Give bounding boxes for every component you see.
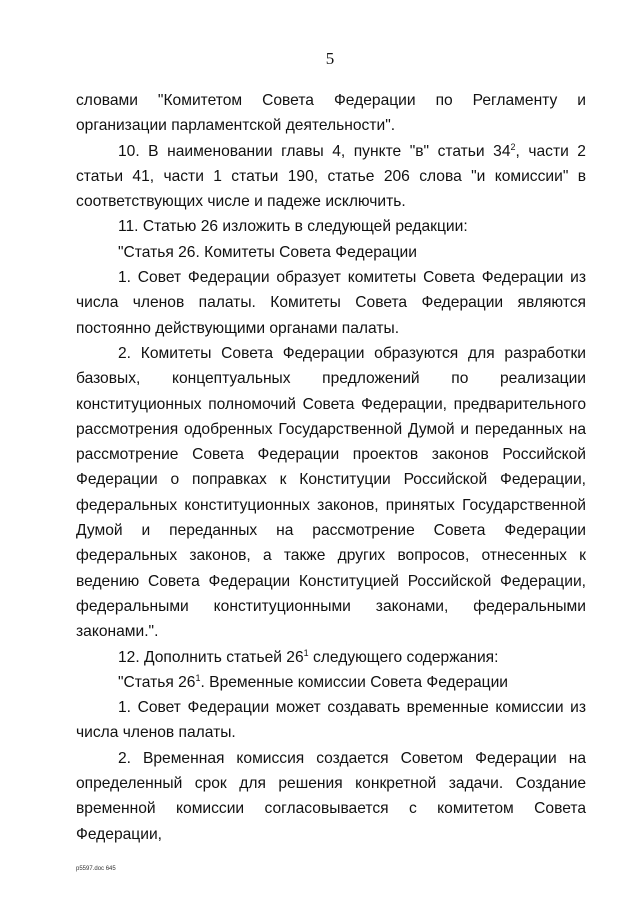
article-heading-26: "Статья 26. Комитеты Совета Федерации: [118, 243, 417, 261]
paragraph-item-10-text-a: 10. В наименовании главы 4, пункте "в" статьи 34: [118, 142, 511, 160]
document-body: [76, 88, 586, 847]
superscript: 1: [303, 647, 309, 658]
paragraph-item-10-text-b: , части 2 статьи 41, части 1 статьи 190, статье 206 слова "и комиссии" в соответствующих числе и падеже исключить.: [76, 142, 586, 211]
article-26-part-1: 1. Совет Федерации образует комитеты Совета Федерации из числа членов палаты. Комитеты Совета Федерации являются постоянно действующими органами палаты.: [76, 269, 586, 337]
article-heading-26-1-text-a: "Статья 26: [118, 673, 196, 691]
article-26-1-part-2: 2. Временная комиссия создается Советом Федерации на определенный срок для решения конкретной задачи. Создание временной комиссии согласовывается с комитетом Совета Федерации,: [76, 749, 586, 843]
paragraph-item-12: [76, 645, 586, 670]
document-footer-code: p5597.doc 645: [76, 866, 116, 872]
page-number: 5: [325, 49, 335, 68]
article-26-1-part-1: 1. Совет Федерации может создавать временные комиссии из числа членов палаты.: [76, 699, 586, 742]
article-heading-26-1: [76, 670, 586, 695]
paragraph-item-10: [76, 139, 586, 215]
superscript: 1: [195, 672, 201, 683]
paragraph-continuation: словами "Комитетом Совета Федерации по Регламенту и организации парламентской деятельности".: [76, 92, 586, 135]
paragraph-item-12-text-b: следующего содержания:: [308, 648, 499, 666]
paragraph-item-11: 11. Статью 26 изложить в следующей редакции:: [118, 218, 468, 236]
article-26-part-2: 2. Комитеты Совета Федерации образуются для разработки базовых, концептуальных предложений по реализации конституционных полномочий Совета Федерации, предварительного рассмотрения одобренных Государственной Думой и переданных на рассмотрение Совета Федерации проектов законов Российской Федерации о поправках к Конституции Российской Федерации, федеральных конституционных законов, принятых Государственной Думой и переданных на рассмотрение Совета Федерации федеральных законов, а также других вопросов, отнесенных к ведению Совета Федерации Конституцией Российской Федерации, федеральными конституционными законами, федеральными законами.".: [76, 344, 586, 641]
article-heading-26-1-text-b: . Временные комиссии Совета Федерации: [200, 673, 509, 691]
paragraph-item-12-text-a: 12. Дополнить статьей 26: [118, 648, 304, 666]
superscript: 2: [510, 141, 516, 152]
